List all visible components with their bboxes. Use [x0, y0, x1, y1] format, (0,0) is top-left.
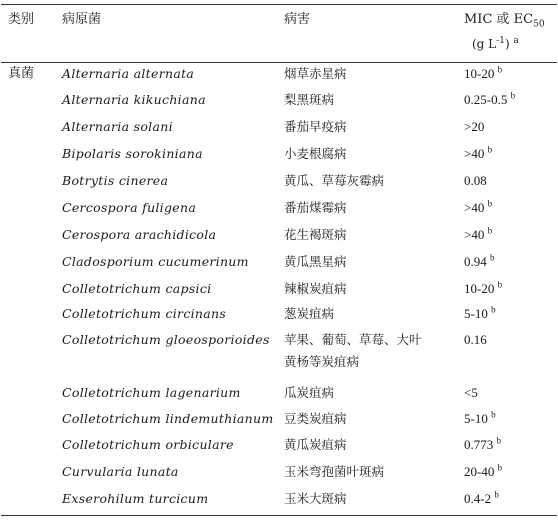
disease-name: 豆类炭疽病: [284, 411, 347, 426]
header-mic-unit-close: ): [504, 37, 510, 51]
mic-value: [464, 411, 496, 427]
mic-value-text: >20: [464, 119, 485, 134]
header-mic: [464, 12, 545, 33]
footnote-marker: b: [490, 252, 495, 263]
pathogen-name: Alternaria alternata: [62, 66, 195, 81]
top-rule: [1, 4, 557, 5]
disease-name: 苹果、葡萄、草莓、大叶: [284, 332, 422, 347]
mic-value: [464, 437, 501, 453]
disease-name: 番茄煤霉病: [284, 200, 347, 215]
mic-value: [464, 227, 492, 243]
mic-value-text: 5-10: [464, 411, 488, 426]
header-mic-note: a: [513, 36, 519, 46]
mic-value-text: 10-20: [464, 66, 495, 81]
table-row: [0, 200, 558, 222]
header-mic-main: MIC 或 EC: [464, 12, 534, 27]
mic-value: [464, 385, 478, 401]
mic-value-text: 20-40: [464, 464, 495, 479]
header-mic-unit-exp: -1: [496, 36, 505, 46]
table-row: [0, 281, 558, 303]
mic-value-text: >40: [464, 200, 485, 215]
mic-value-text: 0.25-0.5: [464, 92, 508, 107]
table-row: [0, 385, 558, 407]
header-category: 类别: [8, 12, 35, 27]
mic-value-text: >40: [464, 146, 485, 161]
disease-name: 黄瓜炭疽病: [284, 437, 347, 452]
mic-value: [464, 66, 502, 82]
disease-name: 辣椒炭疽病: [284, 281, 347, 296]
mic-value-text: 0.94: [464, 254, 487, 269]
table-row: [0, 173, 558, 195]
pathogen-name: Bipolaris sorokiniana: [62, 146, 203, 161]
table-row: [0, 491, 558, 513]
table-row: [0, 411, 558, 433]
header-disease: 病害: [284, 12, 311, 27]
pathogen-name: Colletotrichum lindemuthianum: [62, 411, 274, 426]
pathogen-name: Alternaria solani: [62, 119, 173, 134]
mic-value-text: 0.08: [464, 173, 487, 188]
mic-value-text: 5-10: [464, 306, 488, 321]
header-rule: [1, 62, 557, 63]
pathogen-name: Alternaria kikuchiana: [62, 92, 206, 107]
mic-value-text: >40: [464, 227, 485, 242]
disease-name: 瓜炭疽病: [284, 385, 335, 400]
disease-name: 花生褐斑病: [284, 227, 347, 242]
disease-name: 葱炭疽病: [284, 306, 335, 321]
footnote-marker: b: [491, 304, 496, 315]
bottom-rule: [1, 515, 557, 516]
mic-value: [464, 332, 487, 348]
footnote-marker: b: [497, 64, 503, 75]
mic-value: [464, 173, 487, 189]
disease-name-continued: 黄杨等炭疽病: [284, 354, 360, 369]
disease-name: 黄瓜、草莓灰霉病: [284, 173, 385, 188]
mic-value: [464, 146, 492, 162]
mic-value: [464, 254, 495, 270]
header-mic-unit-open: (g L: [472, 37, 497, 51]
mic-value-text: 0.16: [464, 332, 487, 347]
footnote-marker: b: [487, 144, 493, 155]
mic-value: [464, 92, 515, 108]
mic-value-text: 10-20: [464, 281, 495, 296]
table-row: [0, 437, 558, 459]
footnote-marker: b: [487, 198, 493, 209]
disease-name: 梨黑斑病: [284, 92, 335, 107]
pathogen-name: Cercospora fuligena: [62, 200, 197, 215]
mic-value: [464, 464, 502, 480]
pathogen-name: Cerospora arachidicola: [62, 227, 217, 242]
table-row: [0, 119, 558, 141]
disease-name: 玉米大斑病: [284, 491, 347, 506]
mic-value: [464, 119, 484, 135]
disease-name: 玉米弯孢菌叶斑病: [284, 464, 385, 479]
pathogen-name: Colletotrichum gloeosporioides: [62, 332, 270, 347]
table-row: [0, 464, 558, 486]
mic-value-text: <5: [464, 385, 478, 400]
pathogen-name: Colletotrichum orbiculare: [62, 437, 234, 452]
table-row: [0, 66, 558, 88]
pathogen-name: Exserohilum turcicum: [62, 491, 209, 506]
header-pathogen: 病原菌: [62, 12, 102, 27]
mic-value: [464, 491, 499, 507]
pathogen-name: Colletotrichum lagenarium: [62, 385, 241, 400]
pathogen-name: Colletotrichum capsici: [62, 281, 212, 296]
mic-value-text: 0.4-2: [464, 491, 492, 506]
pathogen-name: Botrytis cinerea: [62, 173, 169, 188]
disease-name: 黄瓜黑星病: [284, 254, 347, 269]
mic-value: [464, 281, 502, 297]
footnote-marker: b: [497, 462, 503, 473]
mic-value: [464, 306, 496, 322]
pathogen-name: Colletotrichum circinans: [62, 306, 227, 321]
mic-value: [464, 200, 492, 216]
disease-name: 小麦根腐病: [284, 146, 347, 161]
disease-name: 番茄早疫病: [284, 119, 347, 134]
header-mic-unit: [472, 36, 519, 52]
footnote-marker: b: [494, 489, 499, 500]
table-row: [0, 92, 558, 114]
table-row: [0, 306, 558, 328]
mic-value-text: 0.773: [464, 437, 494, 452]
footnote-marker: b: [491, 409, 496, 420]
footnote-marker: b: [496, 435, 501, 446]
table-row: [0, 227, 558, 249]
footnote-marker: b: [487, 225, 493, 236]
disease-name: 烟草赤星病: [284, 66, 347, 81]
table-row: [0, 332, 558, 369]
table-row: [0, 146, 558, 168]
header-mic-sub: 50: [533, 19, 545, 30]
footnote-marker: b: [510, 90, 516, 101]
category-label: 真菌: [8, 66, 35, 81]
pathogen-name: Cladosporium cucumerinum: [62, 254, 249, 269]
pathogen-name: Curvularia lunata: [62, 464, 179, 479]
footnote-marker: b: [497, 279, 503, 290]
table-row: [0, 254, 558, 276]
